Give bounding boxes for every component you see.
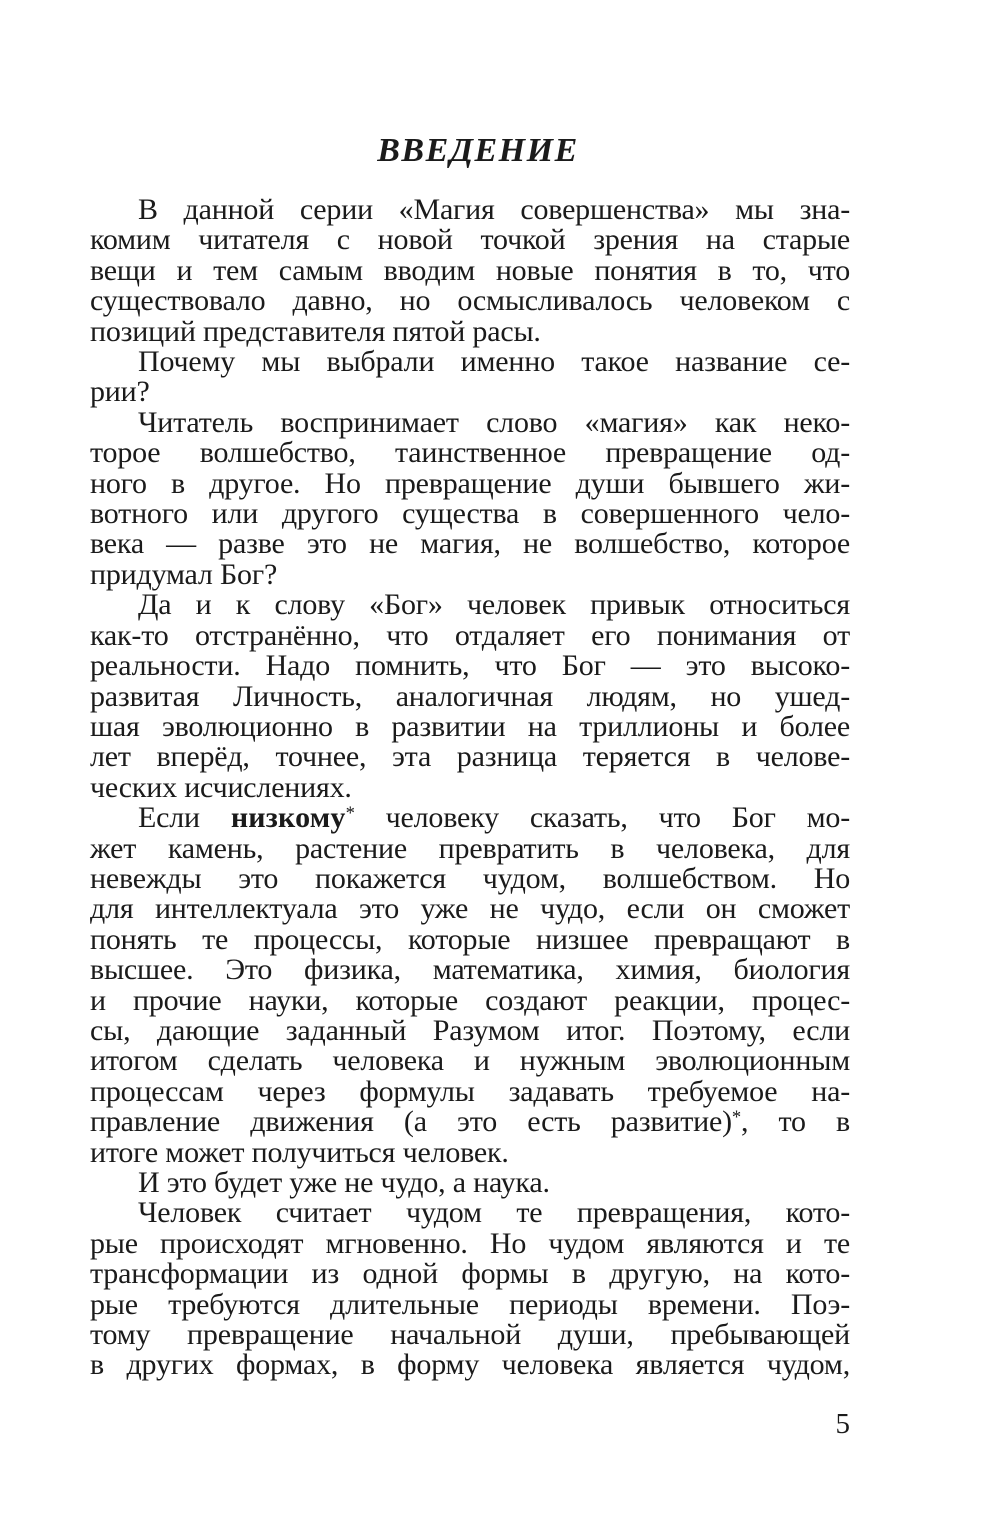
text-line: жет камень, растение превратить в человека, для [90, 831, 850, 865]
text-line: развитая Личность, аналогичная людям, но ушед- [90, 679, 850, 713]
text-line: понять те процессы, которые низшее превращают в [90, 922, 850, 956]
emphasized-term: низкому [230, 801, 346, 835]
body-text [90, 195, 850, 1381]
text-line: Да и к слову «Бог» человек привык относиться [138, 588, 850, 622]
text-line: придумал Бог? [90, 557, 278, 591]
footnote-asterisk: * [731, 1106, 741, 1128]
text-line: трансформации из одной формы в другую, на кото- [90, 1257, 850, 1291]
footnote-asterisk: * [345, 802, 355, 824]
text-line: вещи и тем самым вводим новые понятия в то, что [90, 253, 850, 287]
text-line: как-то отстранённо, что отдаляет его понимания от [90, 618, 850, 652]
text-line: невежды это покажется чудом, волшебством. Но [90, 861, 850, 895]
page-title: ВВЕДЕНИЕ [377, 132, 579, 169]
text-line: торое волшебство, таинственное превращение од- [90, 436, 850, 470]
text-line: реальности. Надо помнить, что Бог — это высоко- [90, 649, 850, 683]
text-line [90, 803, 850, 833]
text-line: ческих исчислениях. [90, 770, 352, 804]
text-line: в других формах, в форму человека является чудом, [90, 1348, 850, 1382]
text-segment: правление движения (а это есть развитие) [90, 1105, 732, 1139]
text-line: Читатель воспринимает слово «магия» как неко- [138, 405, 850, 439]
text-line: шая эволюционно в развитии на триллионы и более [90, 709, 850, 743]
text-line: рые требуются длительные периоды времени. Поэ- [90, 1287, 850, 1321]
text-line: Человек считает чудом те превращения, кото- [138, 1196, 850, 1230]
text-segment: человеку сказать, что Бог мо- [354, 801, 850, 835]
text-line: лет вперёд, точнее, эта разница теряется в челове- [90, 740, 850, 774]
text-line: процессам через формулы задавать требуемое на- [90, 1074, 850, 1108]
text-line: Почему мы выбрали именно такое название се- [138, 345, 850, 379]
text-line: В данной серии «Магия совершенства» мы зна- [138, 193, 850, 226]
text-line [90, 1107, 850, 1137]
text-segment: , то в [740, 1105, 850, 1139]
text-line: рии? [90, 375, 150, 409]
text-line: вотного или другого существа в совершенного чело- [90, 497, 850, 531]
text-line: века — разве это не магия, не волшебство, которое [90, 527, 850, 561]
text-line: итоге может получиться человек. [90, 1135, 509, 1169]
text-line: для интеллектуала это уже не чудо, если он сможет [90, 892, 850, 926]
text-line: позиций представителя пятой расы. [90, 314, 541, 348]
text-line: комим читателя с новой точкой зрения на старые [90, 223, 850, 257]
text-line: ного в другое. Но превращение души бывшего жи- [90, 466, 850, 500]
text-line: тому превращение начальной души, пребывающей [90, 1318, 850, 1352]
text-line: существовало давно, но осмысливалось человеком с [90, 284, 850, 318]
text-line: высшее. Это физика, математика, химия, биология [90, 953, 850, 987]
text-line: сы, дающие заданный Разумом итог. Поэтому, если [90, 1013, 850, 1047]
text-line: рые происходят мгновенно. Но чудом являются и те [90, 1226, 850, 1260]
text-line: и прочие науки, которые создают реакции, процес- [90, 983, 850, 1017]
text-line: итогом сделать человека и нужным эволюционным [90, 1044, 850, 1078]
text-line: И это будет уже не чудо, а наука. [138, 1166, 550, 1199]
page-number: 5 [835, 1408, 850, 1440]
text-segment: Если [138, 801, 231, 835]
